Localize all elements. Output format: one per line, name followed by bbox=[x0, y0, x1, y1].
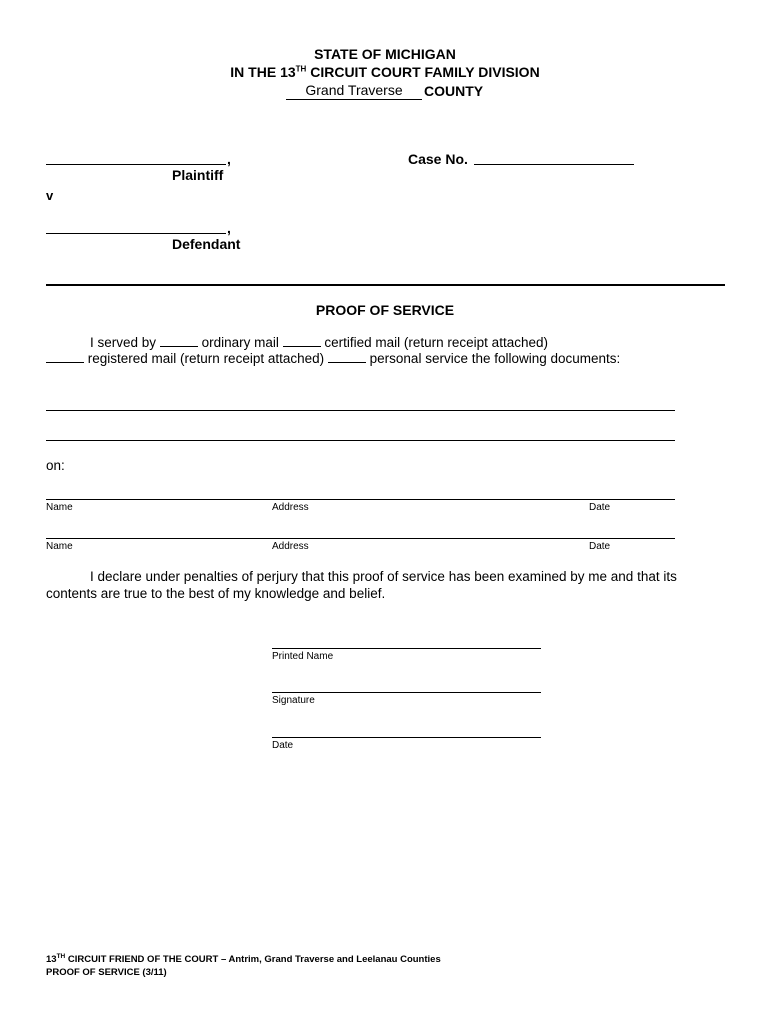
ordinary-mail-blank[interactable] bbox=[160, 334, 198, 347]
recipient-date-caption: Date bbox=[589, 502, 611, 513]
recipient-line-2[interactable] bbox=[46, 538, 675, 539]
court-heading bbox=[0, 64, 770, 80]
state-heading: STATE OF MICHIGAN bbox=[314, 46, 456, 62]
defendant-label: Defendant bbox=[172, 236, 241, 252]
signature-date-caption: Date bbox=[272, 740, 294, 751]
declaration-line-1: I declare under penalties of perjury that this proof of service has been examined by me and that its bbox=[90, 569, 677, 584]
registered-mail-label: registered mail (return receipt attached) bbox=[87, 351, 325, 366]
recipient-date-caption: Date bbox=[589, 541, 611, 552]
defendant-name-line[interactable] bbox=[46, 233, 226, 234]
personal-service-label: personal service the following documents: bbox=[369, 351, 621, 366]
footer-line-1 bbox=[46, 954, 441, 965]
plaintiff-name-line[interactable] bbox=[46, 164, 226, 165]
county-field[interactable]: Grand Traverse bbox=[286, 82, 422, 100]
footer-prefix: 13 bbox=[46, 954, 57, 965]
recipient-line-1[interactable] bbox=[46, 499, 675, 500]
recipient-address-caption: Address bbox=[272, 502, 309, 513]
service-method-line-1 bbox=[90, 334, 548, 350]
caption-divider bbox=[46, 284, 725, 286]
documents-line-1[interactable] bbox=[46, 410, 675, 411]
documents-line-2[interactable] bbox=[46, 440, 675, 441]
service-method-line-2 bbox=[46, 350, 620, 366]
signature-date-line[interactable] bbox=[272, 737, 541, 738]
court-ordinal-sup: TH bbox=[295, 64, 307, 74]
footer-ordinal-sup: TH bbox=[56, 952, 66, 960]
footer-suffix: CIRCUIT FRIEND OF THE COURT – Antrim, Grand Traverse and Leelanau Counties bbox=[65, 954, 441, 965]
ordinary-mail-label: ordinary mail bbox=[201, 335, 279, 350]
printed-name-caption: Printed Name bbox=[272, 651, 334, 662]
footer-line-2: PROOF OF SERVICE (3/11) bbox=[46, 967, 167, 978]
recipient-name-caption: Name bbox=[46, 541, 73, 552]
case-no-label: Case No. bbox=[408, 151, 468, 167]
plaintiff-comma: , bbox=[227, 151, 231, 167]
case-no-line[interactable] bbox=[474, 164, 634, 165]
served-by-label: I served by bbox=[90, 335, 157, 350]
document-title: PROOF OF SERVICE bbox=[315, 302, 455, 318]
signature-caption: Signature bbox=[272, 695, 315, 706]
certified-mail-blank[interactable] bbox=[283, 334, 321, 347]
registered-mail-blank[interactable] bbox=[46, 350, 84, 363]
declaration-line-2: contents are true to the best of my knowledge and belief. bbox=[46, 586, 386, 601]
plaintiff-label: Plaintiff bbox=[172, 167, 224, 183]
personal-service-blank[interactable] bbox=[328, 350, 366, 363]
on-label: on: bbox=[46, 458, 65, 473]
recipient-address-caption: Address bbox=[272, 541, 309, 552]
court-suffix: CIRCUIT COURT FAMILY DIVISION bbox=[306, 64, 540, 80]
recipient-name-caption: Name bbox=[46, 502, 73, 513]
certified-mail-label: certified mail (return receipt attached) bbox=[324, 335, 548, 350]
versus-label: v bbox=[46, 188, 54, 203]
signature-line[interactable] bbox=[272, 692, 541, 693]
court-prefix: IN THE 13 bbox=[230, 64, 296, 80]
county-label: COUNTY bbox=[424, 83, 484, 99]
defendant-comma: , bbox=[227, 220, 231, 236]
printed-name-line[interactable] bbox=[272, 648, 541, 649]
